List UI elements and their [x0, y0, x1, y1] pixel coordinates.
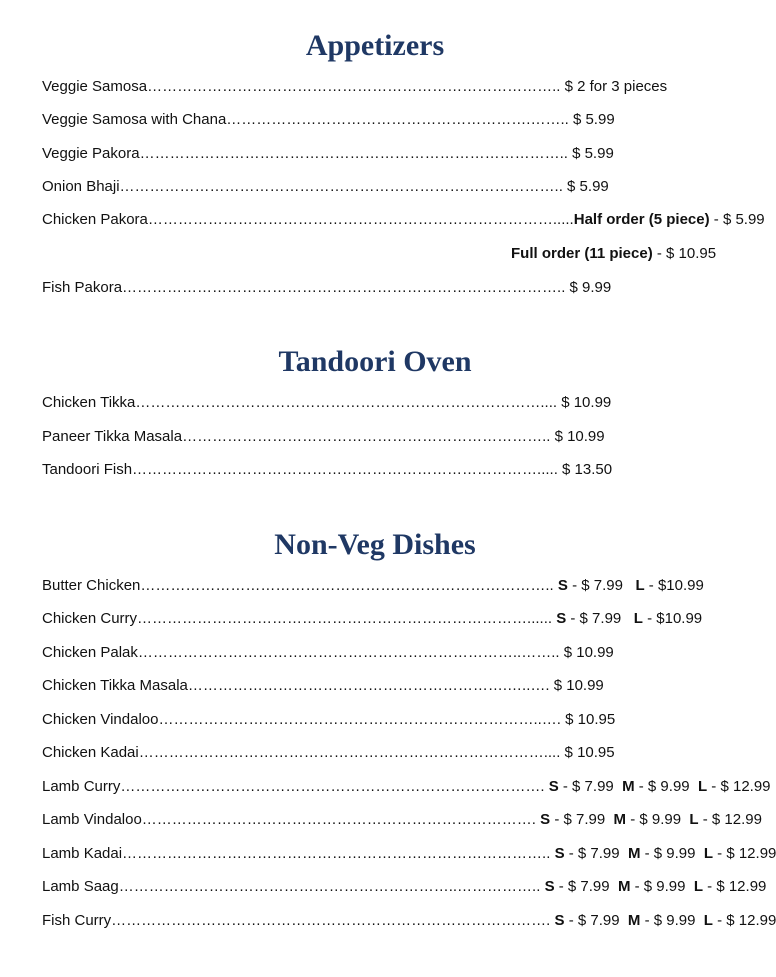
menu-item-onion-bhaji [42, 177, 609, 197]
size-small: S [544, 878, 555, 895]
menu-item-chicken-pakora-full [511, 244, 716, 264]
menu-item-text: Chicken Palak…………………………………………………………………..…….. $ 10.99 [42, 644, 614, 661]
menu-item-veggie-pakora [42, 144, 614, 164]
menu-item-lamb-curry [42, 777, 771, 797]
menu-item-text: Chicken Kadai……………………………………………………………………….... $ 10.95 [42, 744, 615, 761]
size-small: S [556, 610, 567, 627]
menu-item-text: Lamb Vindaloo……………………………………………………………………. [42, 811, 541, 828]
menu-item-text: Chicken Tikka……………………………………………………………………….... $ 10.99 [42, 394, 612, 411]
menu-item-text: Lamb Curry…………………………………………………………………………. [42, 778, 549, 795]
full-order-label: Full order (11 piece) [511, 245, 653, 262]
size-small: S [554, 845, 565, 862]
menu-item-text: Chicken Pakora………………………………………………………………………..... [42, 211, 574, 228]
menu-item-veggie-samosa-chana [42, 110, 615, 130]
size-large: L [703, 912, 713, 929]
menu-item-text: Veggie Pakora………………………………………………………………………….. $ 5.99 [42, 145, 614, 162]
size-large: L [689, 811, 699, 828]
menu-item-lamb-kadai [42, 844, 776, 864]
full-order-price: - $ 10.95 [652, 245, 717, 262]
price-small: - $ 7.99 [567, 577, 636, 594]
menu-item-chicken-palak [42, 643, 614, 663]
menu-item-text: Paneer Tikka Masala……………………………………………………………….. $ 10.99 [42, 428, 605, 445]
menu-item-fish-curry [42, 911, 776, 931]
menu-item-text: Onion Bhaji…………………………………………………………………………….. $ 5.99 [42, 178, 609, 195]
menu-item-text: Tandoori Fish………………………………………………………………………..... $ 13.50 [42, 461, 613, 478]
price-large: - $ 12.99 [713, 845, 776, 862]
half-order-label: Half order (5 piece) [573, 211, 710, 228]
size-large: L [633, 610, 643, 627]
menu-item-text: Lamb Saag…………………………………………………………..…………….. [42, 878, 545, 895]
menu-item-chicken-tikka-masala [42, 676, 604, 696]
menu-item-text: Veggie Samosa……………………………………………………………………….. $ 2 for 3 pieces [42, 78, 668, 95]
size-large: L [693, 878, 703, 895]
size-small: S [554, 912, 565, 929]
menu-item-chicken-kadai [42, 743, 615, 763]
size-small: S [548, 778, 559, 795]
price-small: - $ 7.99 [550, 811, 614, 828]
half-order-price: - $ 5.99 [709, 211, 765, 228]
menu-item-fish-pakora [42, 278, 611, 298]
size-large: L [703, 845, 713, 862]
price-small: - $ 7.99 [564, 912, 628, 929]
menu-item-veggie-samosa [42, 77, 667, 97]
size-medium: M [622, 778, 635, 795]
price-small: - $ 7.99 [566, 610, 634, 627]
price-large: - $ 12.99 [707, 778, 771, 795]
menu-item-chicken-vindaloo [42, 710, 615, 730]
price-small: - $ 7.99 [564, 845, 628, 862]
price-medium: - $ 9.99 [640, 912, 704, 929]
menu-item-text: Veggie Samosa with Chana…………………………………………………….…….. $ 5.99 [42, 111, 615, 128]
menu-item-chicken-curry [42, 609, 702, 629]
menu-item-text: Fish Pakora…………………………………………………………………………….. $ 9.99 [42, 279, 612, 296]
price-large: - $10.99 [642, 610, 703, 627]
size-small: S [557, 577, 568, 594]
menu-item-lamb-vindaloo [42, 810, 762, 830]
menu-item-text: Chicken Vindaloo…………………………………………………………………..…. $ 10.95 [42, 711, 616, 728]
menu-item-lamb-saag [42, 877, 766, 897]
menu-item-text: Fish Curry……………………………………………………………………………. [42, 912, 555, 929]
section-title-appetizers: Appetizers [305, 29, 445, 62]
menu-item-text: Butter Chicken……………………………………………………………………….. [42, 577, 558, 594]
size-medium: M [627, 845, 641, 862]
price-large: - $ 12.99 [712, 912, 776, 929]
menu-item-chicken-tikka [42, 393, 611, 413]
price-small: - $ 7.99 [558, 778, 623, 795]
section-title-non-veg-dishes: Non-Veg Dishes [274, 528, 476, 561]
menu-item-tandoori-fish [42, 460, 612, 480]
size-large: L [635, 577, 645, 594]
menu-item-chicken-pakora [42, 210, 765, 230]
size-medium: M [627, 912, 641, 929]
menu-item-text: Chicken Curry……………………………………………………………………...... [42, 610, 557, 627]
price-small: - $ 7.99 [554, 878, 618, 895]
size-medium: M [617, 878, 631, 895]
size-medium: M [613, 811, 627, 828]
size-small: S [540, 811, 551, 828]
size-large: L [697, 778, 708, 795]
menu-item-text: Chicken Tikka Masala……………………………………………………….…..…. $ 10.99 [42, 677, 604, 694]
price-medium: - $ 9.99 [640, 845, 704, 862]
menu-item-paneer-tikka-masala [42, 427, 605, 447]
price-medium: - $ 9.99 [634, 778, 698, 795]
menu-item-butter-chicken [42, 576, 704, 596]
price-medium: - $ 9.99 [630, 878, 694, 895]
price-medium: - $ 9.99 [626, 811, 690, 828]
menu-item-text: Lamb Kadai………………………………………………………………………….. [42, 845, 555, 862]
price-large: - $ 12.99 [703, 878, 767, 895]
section-title-tandoori-oven: Tandoori Oven [278, 345, 472, 378]
price-large: - $10.99 [644, 577, 704, 594]
price-large: - $ 12.99 [698, 811, 762, 828]
